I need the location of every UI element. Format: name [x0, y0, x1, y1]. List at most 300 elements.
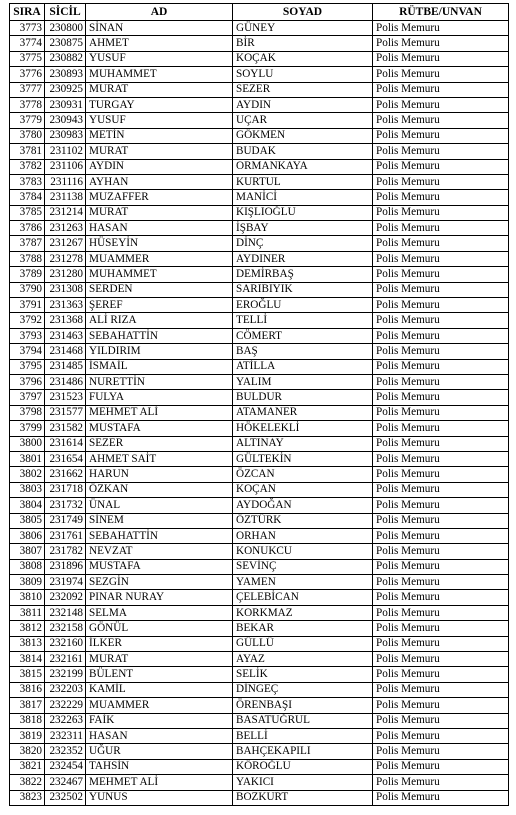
- soyad-cell: BAHÇEKAPILI: [233, 744, 373, 759]
- soyad-cell: KURTUL: [233, 174, 373, 189]
- sicil-cell: 230893: [45, 67, 86, 82]
- soyad-cell: EROĞLU: [233, 298, 373, 313]
- ad-cell: GÖNÜL: [86, 621, 233, 636]
- table-row: [10, 36, 509, 51]
- soyad-cell: BELLİ: [233, 728, 373, 743]
- sira-cell: 3819: [10, 728, 45, 743]
- sira-cell: 3787: [10, 236, 45, 251]
- rutbe-cell: Polis Memuru: [373, 174, 509, 189]
- sicil-cell: 231782: [45, 544, 86, 559]
- rutbe-cell: Polis Memuru: [373, 405, 509, 420]
- table-row: [10, 590, 509, 605]
- ad-cell: UĞUR: [86, 744, 233, 759]
- ad-cell: YUNUS: [86, 790, 233, 805]
- rutbe-cell: Polis Memuru: [373, 636, 509, 651]
- sira-cell: 3822: [10, 775, 45, 790]
- rutbe-cell: Polis Memuru: [373, 190, 509, 205]
- sira-cell: 3788: [10, 251, 45, 266]
- ad-cell: HARUN: [86, 467, 233, 482]
- table-row: [10, 51, 509, 66]
- sira-cell: 3794: [10, 344, 45, 359]
- ad-cell: METİN: [86, 128, 233, 143]
- rutbe-cell: Polis Memuru: [373, 605, 509, 620]
- soyad-cell: SELİK: [233, 667, 373, 682]
- sira-cell: 3795: [10, 359, 45, 374]
- ad-cell: ÜNAL: [86, 498, 233, 513]
- soyad-cell: AYDOĞAN: [233, 498, 373, 513]
- soyad-cell: BEKAR: [233, 621, 373, 636]
- sira-cell: 3807: [10, 544, 45, 559]
- table-row: [10, 67, 509, 82]
- table-row: [10, 82, 509, 97]
- soyad-cell: KOÇAK: [233, 51, 373, 66]
- sicil-cell: 231485: [45, 359, 86, 374]
- sira-cell: 3778: [10, 97, 45, 112]
- table-row: [10, 436, 509, 451]
- sicil-cell: 231662: [45, 467, 86, 482]
- rutbe-cell: Polis Memuru: [373, 251, 509, 266]
- table-row: [10, 498, 509, 513]
- column-header-rutbe: RÜTBE/UNVAN: [373, 4, 509, 21]
- sicil-cell: 231138: [45, 190, 86, 205]
- ad-cell: SEZER: [86, 436, 233, 451]
- soyad-cell: ÖZCAN: [233, 467, 373, 482]
- ad-cell: YUSUF: [86, 113, 233, 128]
- table-row: [10, 421, 509, 436]
- sira-cell: 3790: [10, 282, 45, 297]
- rutbe-cell: Polis Memuru: [373, 436, 509, 451]
- ad-cell: TURGAY: [86, 97, 233, 112]
- sicil-cell: 232158: [45, 621, 86, 636]
- rutbe-cell: Polis Memuru: [373, 759, 509, 774]
- rutbe-cell: Polis Memuru: [373, 744, 509, 759]
- table-row: [10, 113, 509, 128]
- column-header-ad: AD: [86, 4, 233, 21]
- soyad-cell: YAKICI: [233, 775, 373, 790]
- soyad-cell: İŞBAY: [233, 221, 373, 236]
- soyad-cell: GÜLLÜ: [233, 636, 373, 651]
- sicil-cell: 230882: [45, 51, 86, 66]
- table-row: [10, 328, 509, 343]
- sira-cell: 3809: [10, 575, 45, 590]
- rutbe-cell: Polis Memuru: [373, 113, 509, 128]
- soyad-cell: GÜNEY: [233, 21, 373, 36]
- rutbe-cell: Polis Memuru: [373, 328, 509, 343]
- sicil-cell: 231363: [45, 298, 86, 313]
- sicil-cell: 231614: [45, 436, 86, 451]
- soyad-cell: DİNGEÇ: [233, 682, 373, 697]
- table-row: [10, 159, 509, 174]
- sicil-cell: 232502: [45, 790, 86, 805]
- sicil-cell: 231749: [45, 513, 86, 528]
- sicil-cell: 230931: [45, 97, 86, 112]
- sira-cell: 3812: [10, 621, 45, 636]
- ad-cell: İLKER: [86, 636, 233, 651]
- soyad-cell: AYAZ: [233, 652, 373, 667]
- sira-cell: 3792: [10, 313, 45, 328]
- ad-cell: NEVZAT: [86, 544, 233, 559]
- rutbe-cell: Polis Memuru: [373, 559, 509, 574]
- sicil-cell: 230983: [45, 128, 86, 143]
- sicil-cell: 231308: [45, 282, 86, 297]
- ad-cell: MURAT: [86, 205, 233, 220]
- sicil-cell: 232263: [45, 713, 86, 728]
- rutbe-cell: Polis Memuru: [373, 682, 509, 697]
- sira-cell: 3796: [10, 374, 45, 389]
- ad-cell: ALİ RIZA: [86, 313, 233, 328]
- sicil-cell: 231102: [45, 144, 86, 159]
- table-row: [10, 267, 509, 282]
- sira-cell: 3805: [10, 513, 45, 528]
- ad-cell: KAMİL: [86, 682, 233, 697]
- table-row: [10, 190, 509, 205]
- ad-cell: MUSTAFA: [86, 559, 233, 574]
- soyad-cell: BOZKURT: [233, 790, 373, 805]
- ad-cell: MURAT: [86, 652, 233, 667]
- table-row: [10, 251, 509, 266]
- sira-cell: 3789: [10, 267, 45, 282]
- table-row: [10, 359, 509, 374]
- sira-cell: 3801: [10, 451, 45, 466]
- rutbe-cell: Polis Memuru: [373, 236, 509, 251]
- sira-cell: 3786: [10, 221, 45, 236]
- rutbe-cell: Polis Memuru: [373, 790, 509, 805]
- table-header: [10, 4, 509, 21]
- sira-cell: 3813: [10, 636, 45, 651]
- soyad-cell: KORKMAZ: [233, 605, 373, 620]
- table-row: [10, 282, 509, 297]
- soyad-cell: KONUKCU: [233, 544, 373, 559]
- rutbe-cell: Polis Memuru: [373, 313, 509, 328]
- rutbe-cell: Polis Memuru: [373, 221, 509, 236]
- table-row: [10, 759, 509, 774]
- rutbe-cell: Polis Memuru: [373, 36, 509, 51]
- rutbe-cell: Polis Memuru: [373, 144, 509, 159]
- soyad-cell: KÖROĞLU: [233, 759, 373, 774]
- soyad-cell: ORHAN: [233, 528, 373, 543]
- ad-cell: SERDEN: [86, 282, 233, 297]
- sicil-cell: 232454: [45, 759, 86, 774]
- rutbe-cell: Polis Memuru: [373, 528, 509, 543]
- table-row: [10, 513, 509, 528]
- sira-cell: 3779: [10, 113, 45, 128]
- personnel-table: [9, 3, 509, 806]
- ad-cell: MURAT: [86, 144, 233, 159]
- soyad-cell: GÖKMEN: [233, 128, 373, 143]
- sira-cell: 3817: [10, 698, 45, 713]
- table-row: [10, 775, 509, 790]
- soyad-cell: BULDUR: [233, 390, 373, 405]
- ad-cell: MUHAMMET: [86, 267, 233, 282]
- table-row: [10, 667, 509, 682]
- soyad-cell: KIŞLIOĞLU: [233, 205, 373, 220]
- table-row: [10, 636, 509, 651]
- sicil-cell: 231523: [45, 390, 86, 405]
- rutbe-cell: Polis Memuru: [373, 267, 509, 282]
- rutbe-cell: Polis Memuru: [373, 344, 509, 359]
- soyad-cell: YAMEN: [233, 575, 373, 590]
- rutbe-cell: Polis Memuru: [373, 728, 509, 743]
- rutbe-cell: Polis Memuru: [373, 374, 509, 389]
- soyad-cell: AYDINER: [233, 251, 373, 266]
- sicil-cell: 231718: [45, 482, 86, 497]
- sira-cell: 3785: [10, 205, 45, 220]
- rutbe-cell: Polis Memuru: [373, 652, 509, 667]
- table-row: [10, 467, 509, 482]
- sicil-cell: 232352: [45, 744, 86, 759]
- soyad-cell: SOYLU: [233, 67, 373, 82]
- table-row: [10, 605, 509, 620]
- ad-cell: SEBAHATTİN: [86, 528, 233, 543]
- sicil-cell: 232229: [45, 698, 86, 713]
- sicil-cell: 231263: [45, 221, 86, 236]
- sicil-cell: 231654: [45, 451, 86, 466]
- rutbe-cell: Polis Memuru: [373, 621, 509, 636]
- ad-cell: MUSTAFA: [86, 421, 233, 436]
- sicil-cell: 231974: [45, 575, 86, 590]
- table-row: [10, 682, 509, 697]
- sicil-cell: 231486: [45, 374, 86, 389]
- sicil-cell: 232203: [45, 682, 86, 697]
- sira-cell: 3775: [10, 51, 45, 66]
- soyad-cell: YALIM: [233, 374, 373, 389]
- sira-cell: 3773: [10, 21, 45, 36]
- soyad-cell: BASATUĞRUL: [233, 713, 373, 728]
- sira-cell: 3783: [10, 174, 45, 189]
- table-row: [10, 559, 509, 574]
- ad-cell: NURETTİN: [86, 374, 233, 389]
- ad-cell: MUAMMER: [86, 698, 233, 713]
- rutbe-cell: Polis Memuru: [373, 282, 509, 297]
- sicil-cell: 231582: [45, 421, 86, 436]
- ad-cell: FAİK: [86, 713, 233, 728]
- soyad-cell: MANİCİ: [233, 190, 373, 205]
- ad-cell: İSMAİL: [86, 359, 233, 374]
- sicil-cell: 230800: [45, 21, 86, 36]
- sira-cell: 3808: [10, 559, 45, 574]
- soyad-cell: BAŞ: [233, 344, 373, 359]
- soyad-cell: ÖRENBAŞI: [233, 698, 373, 713]
- sicil-cell: 231278: [45, 251, 86, 266]
- sicil-cell: 232160: [45, 636, 86, 651]
- table-row: [10, 575, 509, 590]
- rutbe-cell: Polis Memuru: [373, 482, 509, 497]
- ad-cell: HASAN: [86, 728, 233, 743]
- soyad-cell: UÇAR: [233, 113, 373, 128]
- soyad-cell: ALTINAY: [233, 436, 373, 451]
- sira-cell: 3784: [10, 190, 45, 205]
- sicil-cell: 231106: [45, 159, 86, 174]
- table-row: [10, 713, 509, 728]
- table-row: [10, 344, 509, 359]
- rutbe-cell: Polis Memuru: [373, 498, 509, 513]
- soyad-cell: ÖZTÜRK: [233, 513, 373, 528]
- column-header-sira: SIRA: [10, 4, 45, 21]
- table-row: [10, 205, 509, 220]
- sicil-cell: 231577: [45, 405, 86, 420]
- ad-cell: FULYA: [86, 390, 233, 405]
- rutbe-cell: Polis Memuru: [373, 97, 509, 112]
- sira-cell: 3806: [10, 528, 45, 543]
- rutbe-cell: Polis Memuru: [373, 698, 509, 713]
- ad-cell: HÜSEYİN: [86, 236, 233, 251]
- soyad-cell: ATİLLA: [233, 359, 373, 374]
- soyad-cell: HÖKELEKLİ: [233, 421, 373, 436]
- soyad-cell: SARIBIYIK: [233, 282, 373, 297]
- rutbe-cell: Polis Memuru: [373, 390, 509, 405]
- ad-cell: AHMET: [86, 36, 233, 51]
- ad-cell: HASAN: [86, 221, 233, 236]
- roster-page: [9, 3, 509, 806]
- rutbe-cell: Polis Memuru: [373, 159, 509, 174]
- sira-cell: 3816: [10, 682, 45, 697]
- sicil-cell: 231214: [45, 205, 86, 220]
- table-row: [10, 298, 509, 313]
- sicil-cell: 231732: [45, 498, 86, 513]
- sicil-cell: 231896: [45, 559, 86, 574]
- sira-cell: 3810: [10, 590, 45, 605]
- sira-cell: 3820: [10, 744, 45, 759]
- sira-cell: 3797: [10, 390, 45, 405]
- table-row: [10, 790, 509, 805]
- ad-cell: TAHSİN: [86, 759, 233, 774]
- sira-cell: 3774: [10, 36, 45, 51]
- rutbe-cell: Polis Memuru: [373, 713, 509, 728]
- table-row: [10, 652, 509, 667]
- ad-cell: ŞEREF: [86, 298, 233, 313]
- sicil-cell: 230925: [45, 82, 86, 97]
- rutbe-cell: Polis Memuru: [373, 359, 509, 374]
- soyad-cell: SEZER: [233, 82, 373, 97]
- table-row: [10, 236, 509, 251]
- table-row: [10, 744, 509, 759]
- ad-cell: BÜLENT: [86, 667, 233, 682]
- sira-cell: 3799: [10, 421, 45, 436]
- sira-cell: 3818: [10, 713, 45, 728]
- column-header-sicil: SİCİL: [45, 4, 86, 21]
- table-row: [10, 174, 509, 189]
- ad-cell: MEHMET ALİ: [86, 405, 233, 420]
- soyad-cell: DEMİRBAŞ: [233, 267, 373, 282]
- ad-cell: ÖZKAN: [86, 482, 233, 497]
- rutbe-cell: Polis Memuru: [373, 513, 509, 528]
- sira-cell: 3800: [10, 436, 45, 451]
- sicil-cell: 231267: [45, 236, 86, 251]
- soyad-cell: BUDAK: [233, 144, 373, 159]
- sira-cell: 3782: [10, 159, 45, 174]
- soyad-cell: ÇELEBİCAN: [233, 590, 373, 605]
- rutbe-cell: Polis Memuru: [373, 575, 509, 590]
- table-row: [10, 621, 509, 636]
- table-row: [10, 97, 509, 112]
- table-row: [10, 313, 509, 328]
- sira-cell: 3814: [10, 652, 45, 667]
- ad-cell: AHMET SAİT: [86, 451, 233, 466]
- soyad-cell: TELLİ: [233, 313, 373, 328]
- table-row: [10, 405, 509, 420]
- sicil-cell: 230943: [45, 113, 86, 128]
- header-row: [10, 4, 509, 21]
- sicil-cell: 232199: [45, 667, 86, 682]
- sira-cell: 3821: [10, 759, 45, 774]
- ad-cell: AYHAN: [86, 174, 233, 189]
- table-row: [10, 482, 509, 497]
- ad-cell: MEHMET ALİ: [86, 775, 233, 790]
- sicil-cell: 231280: [45, 267, 86, 282]
- sira-cell: 3811: [10, 605, 45, 620]
- sicil-cell: 231761: [45, 528, 86, 543]
- ad-cell: SEBAHATTİN: [86, 328, 233, 343]
- table-row: [10, 221, 509, 236]
- table-row: [10, 390, 509, 405]
- table-row: [10, 144, 509, 159]
- rutbe-cell: Polis Memuru: [373, 298, 509, 313]
- sicil-cell: 232311: [45, 728, 86, 743]
- sicil-cell: 232148: [45, 605, 86, 620]
- ad-cell: YUSUF: [86, 51, 233, 66]
- ad-cell: YILDIRIM: [86, 344, 233, 359]
- column-header-soyad: SOYAD: [233, 4, 373, 21]
- rutbe-cell: Polis Memuru: [373, 590, 509, 605]
- ad-cell: SELMA: [86, 605, 233, 620]
- sicil-cell: 231368: [45, 313, 86, 328]
- rutbe-cell: Polis Memuru: [373, 82, 509, 97]
- sira-cell: 3803: [10, 482, 45, 497]
- sira-cell: 3781: [10, 144, 45, 159]
- table-row: [10, 451, 509, 466]
- sira-cell: 3793: [10, 328, 45, 343]
- rutbe-cell: Polis Memuru: [373, 21, 509, 36]
- table-row: [10, 728, 509, 743]
- ad-cell: MURAT: [86, 82, 233, 97]
- soyad-cell: ORMANKAYA: [233, 159, 373, 174]
- sira-cell: 3823: [10, 790, 45, 805]
- table-row: [10, 128, 509, 143]
- table-row: [10, 698, 509, 713]
- rutbe-cell: Polis Memuru: [373, 544, 509, 559]
- rutbe-cell: Polis Memuru: [373, 51, 509, 66]
- sira-cell: 3776: [10, 67, 45, 82]
- rutbe-cell: Polis Memuru: [373, 421, 509, 436]
- sicil-cell: 230875: [45, 36, 86, 51]
- rutbe-cell: Polis Memuru: [373, 205, 509, 220]
- rutbe-cell: Polis Memuru: [373, 775, 509, 790]
- soyad-cell: ATAMANER: [233, 405, 373, 420]
- soyad-cell: KOÇAN: [233, 482, 373, 497]
- table-row: [10, 21, 509, 36]
- ad-cell: PINAR NURAY: [86, 590, 233, 605]
- ad-cell: MUZAFFER: [86, 190, 233, 205]
- table-body: [10, 21, 509, 806]
- sira-cell: 3777: [10, 82, 45, 97]
- sira-cell: 3798: [10, 405, 45, 420]
- ad-cell: AYDIN: [86, 159, 233, 174]
- sicil-cell: 231463: [45, 328, 86, 343]
- table-row: [10, 528, 509, 543]
- sira-cell: 3802: [10, 467, 45, 482]
- soyad-cell: BİR: [233, 36, 373, 51]
- sira-cell: 3815: [10, 667, 45, 682]
- table-row: [10, 544, 509, 559]
- sicil-cell: 232467: [45, 775, 86, 790]
- rutbe-cell: Polis Memuru: [373, 67, 509, 82]
- ad-cell: SİNEM: [86, 513, 233, 528]
- soyad-cell: GÜLTEKİN: [233, 451, 373, 466]
- soyad-cell: DİNÇ: [233, 236, 373, 251]
- ad-cell: MUHAMMET: [86, 67, 233, 82]
- sicil-cell: 232092: [45, 590, 86, 605]
- soyad-cell: CÖMERT: [233, 328, 373, 343]
